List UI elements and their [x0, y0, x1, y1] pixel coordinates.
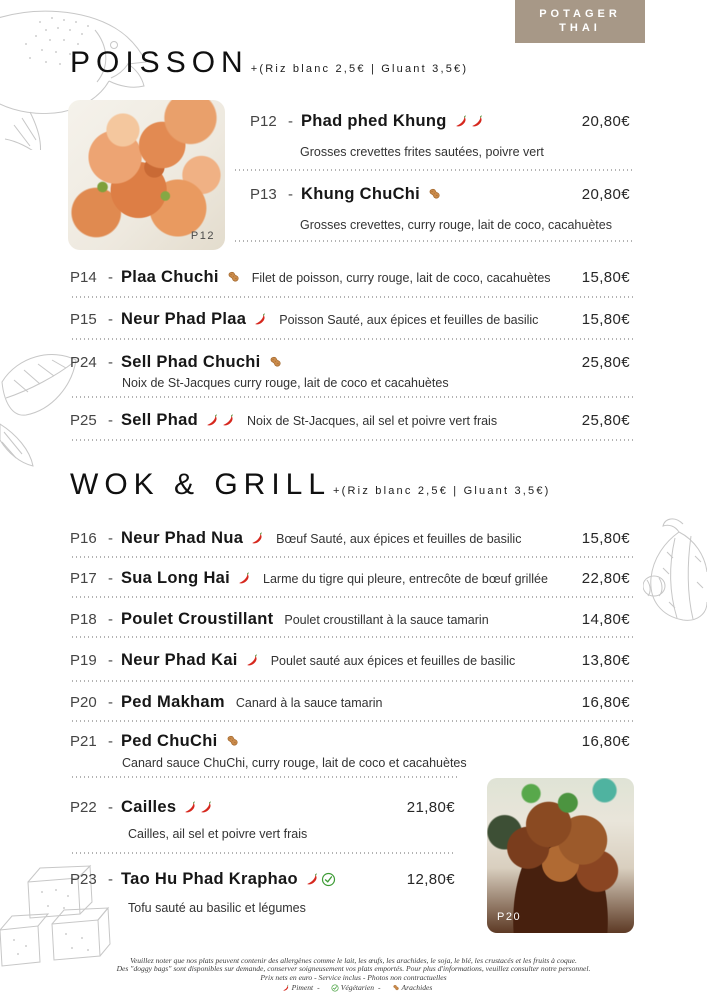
item-desc: Poisson Sauté, aux épices et feuilles de basilic: [279, 313, 539, 327]
divider: [72, 596, 633, 598]
menu-item-p16: [70, 529, 630, 548]
section-title: WOK & GRILL: [70, 468, 332, 501]
item-desc: Noix de St-Jacques curry rouge, lait de coco et cacahuètes: [122, 376, 449, 390]
brand-line1: POTAGER: [539, 8, 621, 20]
icon-legend: [0, 983, 707, 992]
item-desc: Grosses crevettes frites sautées, poivre vert: [300, 145, 544, 159]
item-code: P16: [70, 530, 97, 547]
footer: [0, 957, 707, 992]
item-dash: -: [108, 652, 113, 669]
item-name: Plaa Chuchi: [121, 268, 219, 286]
menu-item-p18: [70, 610, 630, 629]
item-code: P15: [70, 311, 97, 328]
divider: [72, 636, 633, 638]
divider: [72, 776, 460, 778]
menu-item-p20: [70, 693, 630, 712]
item-name: Neur Phad Kai: [121, 651, 238, 669]
item-price: 25,80€: [581, 354, 630, 371]
dish-photo-p20: [487, 778, 634, 933]
divider: [72, 396, 633, 398]
item-dash: -: [108, 871, 113, 888]
legend-label: Végétarien: [340, 983, 375, 993]
dish-photo-p12: [68, 100, 225, 250]
item-name: Poulet Croustillant: [121, 610, 274, 628]
item-code: P21: [70, 733, 97, 750]
item-name: Neur Phad Plaa: [121, 310, 247, 328]
divider: [72, 556, 633, 558]
menu-item-p19: [70, 651, 630, 670]
legend-vegetarien: [324, 983, 374, 992]
chili-icon: [253, 312, 268, 327]
item-dash: -: [108, 269, 113, 286]
chili-icon: [199, 800, 214, 815]
menu-item-p22: [70, 798, 455, 817]
item-price: 22,80€: [581, 570, 630, 587]
peanut-icon: [226, 270, 241, 285]
legend-separator: -: [378, 983, 381, 993]
item-code: P19: [70, 652, 97, 669]
chili-icon: [205, 413, 220, 428]
vegetarian-icon: [321, 872, 336, 887]
item-price: 13,80€: [581, 652, 630, 669]
divider: [235, 169, 633, 171]
item-desc: Noix de St-Jacques, ail sel et poivre vert frais: [246, 414, 498, 428]
item-name: Sell Phad: [121, 411, 198, 429]
chili-icon: [245, 653, 260, 668]
menu-item-p17: [70, 569, 630, 588]
item-desc: Larme du tigre qui pleure, entrecôte de bœuf grillée: [263, 572, 548, 586]
peanut-icon: [225, 734, 240, 749]
item-name: Ped ChuChi: [121, 732, 218, 750]
item-dash: -: [108, 611, 113, 628]
menu-item-p25: [70, 411, 630, 430]
item-dash: -: [108, 354, 113, 371]
item-dash: -: [108, 799, 113, 816]
legend-separator: -: [317, 983, 320, 993]
vegetarian-icon: [331, 984, 339, 992]
chili-icon: [221, 413, 236, 428]
item-desc: Canard à la sauce tamarin: [235, 696, 383, 710]
legend-piment: [275, 983, 314, 992]
item-price: 20,80€: [581, 113, 630, 130]
item-name: Sell Phad Chuchi: [121, 353, 261, 371]
chili-icon: [250, 531, 265, 546]
item-dash: -: [108, 412, 113, 429]
legend-arachides: [385, 983, 433, 992]
divider: [72, 296, 633, 298]
photo-label: P12: [190, 230, 215, 242]
item-desc: Poulet croustillant à la sauce tamarin: [284, 613, 489, 627]
item-name: Tao Hu Phad Kraphao: [121, 870, 298, 888]
chili-icon: [183, 800, 198, 815]
divider: [72, 439, 633, 441]
brand-line2: THAI: [559, 22, 601, 34]
divider: [72, 680, 633, 682]
menu-item-p12: [250, 112, 630, 131]
section-subtitle: +(Riz blanc 2,5€ | Gluant 3,5€): [250, 63, 469, 75]
item-code: P25: [70, 412, 97, 429]
divider: [72, 852, 455, 854]
item-code: P23: [70, 871, 97, 888]
garlic-sketch: [643, 512, 707, 670]
item-desc: Tofu sauté au basilic et légumes: [128, 901, 306, 915]
item-name: Neur Phad Nua: [121, 529, 244, 547]
brand-badge: [515, 0, 645, 43]
chili-icon: [470, 114, 485, 129]
item-code: P22: [70, 799, 97, 816]
item-desc: Canard sauce ChuChi, curry rouge, lait de coco et cacahuètes: [122, 756, 467, 770]
item-dash: -: [108, 311, 113, 328]
item-code: P18: [70, 611, 97, 628]
menu-item-p15: [70, 310, 630, 329]
menu-item-p14: [70, 268, 630, 287]
item-dash: -: [288, 113, 293, 130]
price-notice: Prix nets en euro - Service inclus - Photos non contractuelles: [260, 972, 447, 982]
item-code: P14: [70, 269, 97, 286]
item-price: 14,80€: [581, 611, 630, 628]
item-price: 12,80€: [406, 871, 455, 888]
item-price: 21,80€: [406, 799, 455, 816]
item-price: 15,80€: [581, 530, 630, 547]
item-name: Phad phed Khung: [301, 112, 447, 130]
menu-item-p13: [250, 185, 630, 204]
item-price: 20,80€: [581, 186, 630, 203]
item-price: 16,80€: [581, 694, 630, 711]
peanut-icon: [392, 984, 400, 992]
item-name: Sua Long Hai: [121, 569, 231, 587]
item-name: Ped Makham: [121, 693, 225, 711]
peanut-icon: [427, 187, 442, 202]
doggy-bag-notice: Des "doggy bags" sont disponibles sur demande, conserver soigneusement vos plats emportés. Pour plus d'informations, veuillez consulter notre personnel.: [116, 964, 591, 974]
item-price: 16,80€: [581, 733, 630, 750]
item-code: P13: [250, 186, 277, 203]
allergen-notice: Veuillez noter que nos plats peuvent contenir des allergènes comme le lait, les œufs, les arachides, le soja, le blé, les crustacés et les fruits à coque.: [130, 956, 577, 965]
item-code: P17: [70, 570, 97, 587]
chili-icon: [282, 984, 290, 992]
section-header-poisson: [70, 46, 468, 80]
item-code: P12: [250, 113, 277, 130]
section-subtitle: +(Riz blanc 2,5€ | Gluant 3,5€): [333, 485, 551, 497]
item-dash: -: [108, 530, 113, 547]
item-desc: Grosses crevettes, curry rouge, lait de coco, cacahuètes: [300, 218, 612, 232]
item-dash: -: [108, 570, 113, 587]
divider: [72, 720, 633, 722]
section-header-wok-grill: [70, 468, 551, 502]
item-dash: -: [288, 186, 293, 203]
item-price: 15,80€: [581, 311, 630, 328]
item-name: Cailles: [121, 798, 177, 816]
item-dash: -: [108, 694, 113, 711]
item-desc: Poulet sauté aux épices et feuilles de basilic: [270, 654, 516, 668]
photo-label: P20: [497, 911, 522, 923]
chili-icon: [237, 571, 252, 586]
section-title: POISSON: [70, 46, 249, 79]
item-code: P20: [70, 694, 97, 711]
menu-item-p23: [70, 870, 455, 889]
legend-label: Arachides: [401, 983, 433, 993]
divider: [235, 240, 633, 242]
chili-icon: [454, 114, 469, 129]
item-desc: Cailles, ail sel et poivre vert frais: [128, 827, 308, 841]
item-price: 15,80€: [581, 269, 630, 286]
menu-item-p21: [70, 732, 630, 751]
item-price: 25,80€: [581, 412, 630, 429]
divider: [72, 338, 633, 340]
menu-item-p24: [70, 353, 630, 372]
item-desc: Bœuf Sauté, aux épices et feuilles de basilic: [276, 532, 522, 546]
chili-icon: [305, 872, 320, 887]
item-name: Khung ChuChi: [301, 185, 421, 203]
item-code: P24: [70, 354, 97, 371]
peanut-icon: [268, 355, 283, 370]
item-desc: Filet de poisson, curry rouge, lait de coco, cacahuètes: [251, 271, 551, 285]
legend-label: Piment: [291, 983, 314, 993]
item-dash: -: [108, 733, 113, 750]
